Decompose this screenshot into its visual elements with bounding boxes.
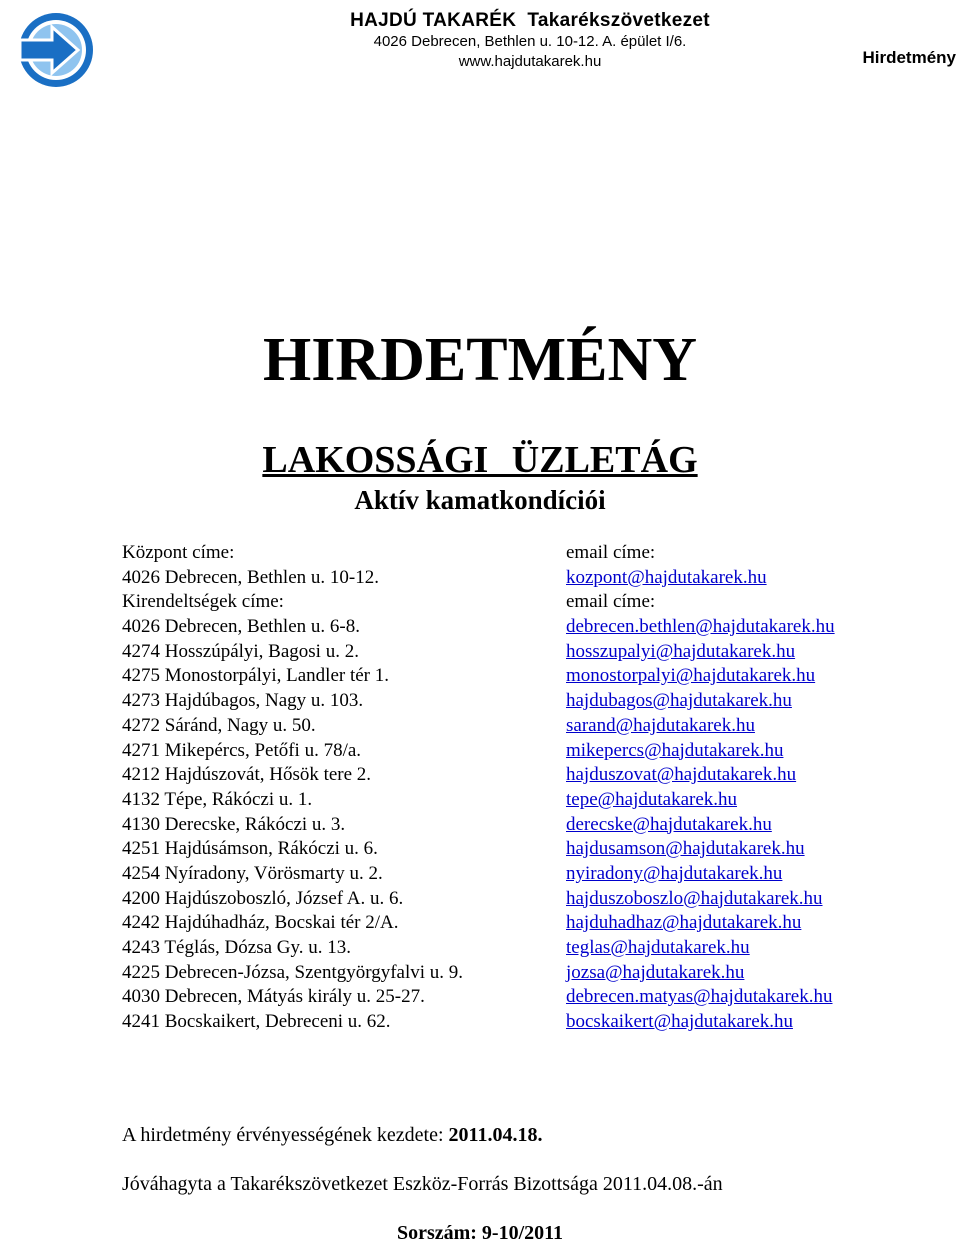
branch-email-link[interactable]: bocskaikert@hajdutakarek.hu xyxy=(566,1011,793,1033)
validity-label: A hirdetmény érvényességének kezdete: xyxy=(122,1124,449,1146)
validity-statement xyxy=(122,1122,542,1148)
approval-statement: Jóváhagyta a Takarékszövetkezet Eszköz-Forrás Bizottsága 2011.04.08.-án xyxy=(122,1173,723,1195)
branch-email-link[interactable]: debrecen.bethlen@hajdutakarek.hu xyxy=(566,616,835,638)
branch-address: 4242 Hajdúhadház, Bocskai tér 2/A. xyxy=(122,912,399,934)
branch-email-link[interactable]: monostorpalyi@hajdutakarek.hu xyxy=(566,665,816,687)
branch-email-link[interactable]: hosszupalyi@hajdutakarek.hu xyxy=(566,640,796,662)
branch-address: 4026 Debrecen, Bethlen u. 6-8. xyxy=(122,616,360,638)
branch-address: 4200 Hajdúszoboszló, József A. u. 6. xyxy=(122,887,404,909)
company-name: HAJDÚ TAKARÉK Takarékszövetkezet xyxy=(350,10,710,31)
serial-number: Sorszám: 9-10/2011 xyxy=(396,1222,564,1244)
branch-email-link[interactable]: nyiradony@hajdutakarek.hu xyxy=(566,862,783,884)
branch-email-link[interactable]: tepe@hajdutakarek.hu xyxy=(566,788,738,810)
branch-address: 4275 Monostorpályi, Landler tér 1. xyxy=(122,665,390,687)
document-type-label: Hirdetmény xyxy=(862,48,956,67)
branches-email-label: email címe: xyxy=(566,591,656,613)
branch-address: 4132 Tépe, Rákóczi u. 1. xyxy=(122,788,313,810)
hq-email-label: email címe: xyxy=(566,542,656,563)
company-header xyxy=(300,10,760,72)
branch-address: 4273 Hajdúbagos, Nagy u. 103. xyxy=(122,690,364,712)
branches-label: Kirendeltségek címe: xyxy=(122,591,284,613)
branch-address: 4271 Mikepércs, Petőfi u. 78/a. xyxy=(122,739,362,761)
branch-address: 4212 Hajdúszovát, Hősök tere 2. xyxy=(122,764,372,786)
email-column xyxy=(566,541,956,1035)
branch-email-link[interactable]: teglas@hajdutakarek.hu xyxy=(566,937,750,958)
branch-email-link[interactable]: jozsa@hajdutakarek.hu xyxy=(566,961,745,983)
branch-address: 4272 Sáránd, Nagy u. 50. xyxy=(122,714,316,736)
branch-email-link[interactable]: debrecen.matyas@hajdutakarek.hu xyxy=(566,986,833,1008)
branch-address: 4243 Téglás, Dózsa Gy. u. 13. xyxy=(122,937,352,958)
branch-email-link[interactable]: hajdubagos@hajdutakarek.hu xyxy=(566,690,792,712)
hq-address: 4026 Debrecen, Bethlen u. 10-12. xyxy=(122,566,379,588)
validity-date: 2011.04.18. xyxy=(448,1124,543,1146)
hq-label: Központ címe: xyxy=(122,542,235,563)
branch-email-link[interactable]: sarand@hajdutakarek.hu xyxy=(566,714,755,736)
address-column xyxy=(122,541,542,1035)
branch-address: 4254 Nyíradony, Vörösmarty u. 2. xyxy=(122,862,383,884)
branch-address: 4225 Debrecen-Józsa, Szentgyörgyfalvi u. 9. xyxy=(122,961,464,983)
branch-email-link[interactable]: hajduszovat@hajdutakarek.hu xyxy=(566,764,797,786)
hq-email-link[interactable]: kozpont@hajdutakarek.hu xyxy=(566,566,767,588)
branch-email-link[interactable]: mikepercs@hajdutakarek.hu xyxy=(566,739,784,761)
branch-address: 4251 Hajdúsámson, Rákóczi u. 6. xyxy=(122,838,378,860)
branch-address: 4130 Derecske, Rákóczi u. 3. xyxy=(122,813,346,835)
branch-email-link[interactable]: hajdusamson@hajdutakarek.hu xyxy=(566,838,805,860)
company-logo xyxy=(16,10,96,90)
branch-address: 4030 Debrecen, Mátyás király u. 25-27. xyxy=(122,986,425,1008)
arrow-in-circle-icon xyxy=(16,10,96,90)
section-title: LAKOSSÁGI ÜZLETÁG xyxy=(262,439,698,481)
branch-email-link[interactable]: hajduhadhaz@hajdutakarek.hu xyxy=(566,912,802,934)
branch-email-link[interactable]: derecske@hajdutakarek.hu xyxy=(566,813,772,835)
page-title: HIRDETMÉNY xyxy=(262,326,698,394)
branch-address: 4274 Hosszúpályi, Bagosi u. 2. xyxy=(122,640,359,662)
branch-address: 4241 Bocskaikert, Debreceni u. 62. xyxy=(122,1011,391,1033)
branch-email-link[interactable]: hajduszoboszlo@hajdutakarek.hu xyxy=(566,887,823,909)
company-address: 4026 Debrecen, Bethlen u. 10-12. A. épület I/6. xyxy=(373,33,687,50)
company-website[interactable]: www.hajdutakarek.hu xyxy=(458,53,602,70)
subtitle: Aktív kamatkondíciói xyxy=(354,485,606,515)
